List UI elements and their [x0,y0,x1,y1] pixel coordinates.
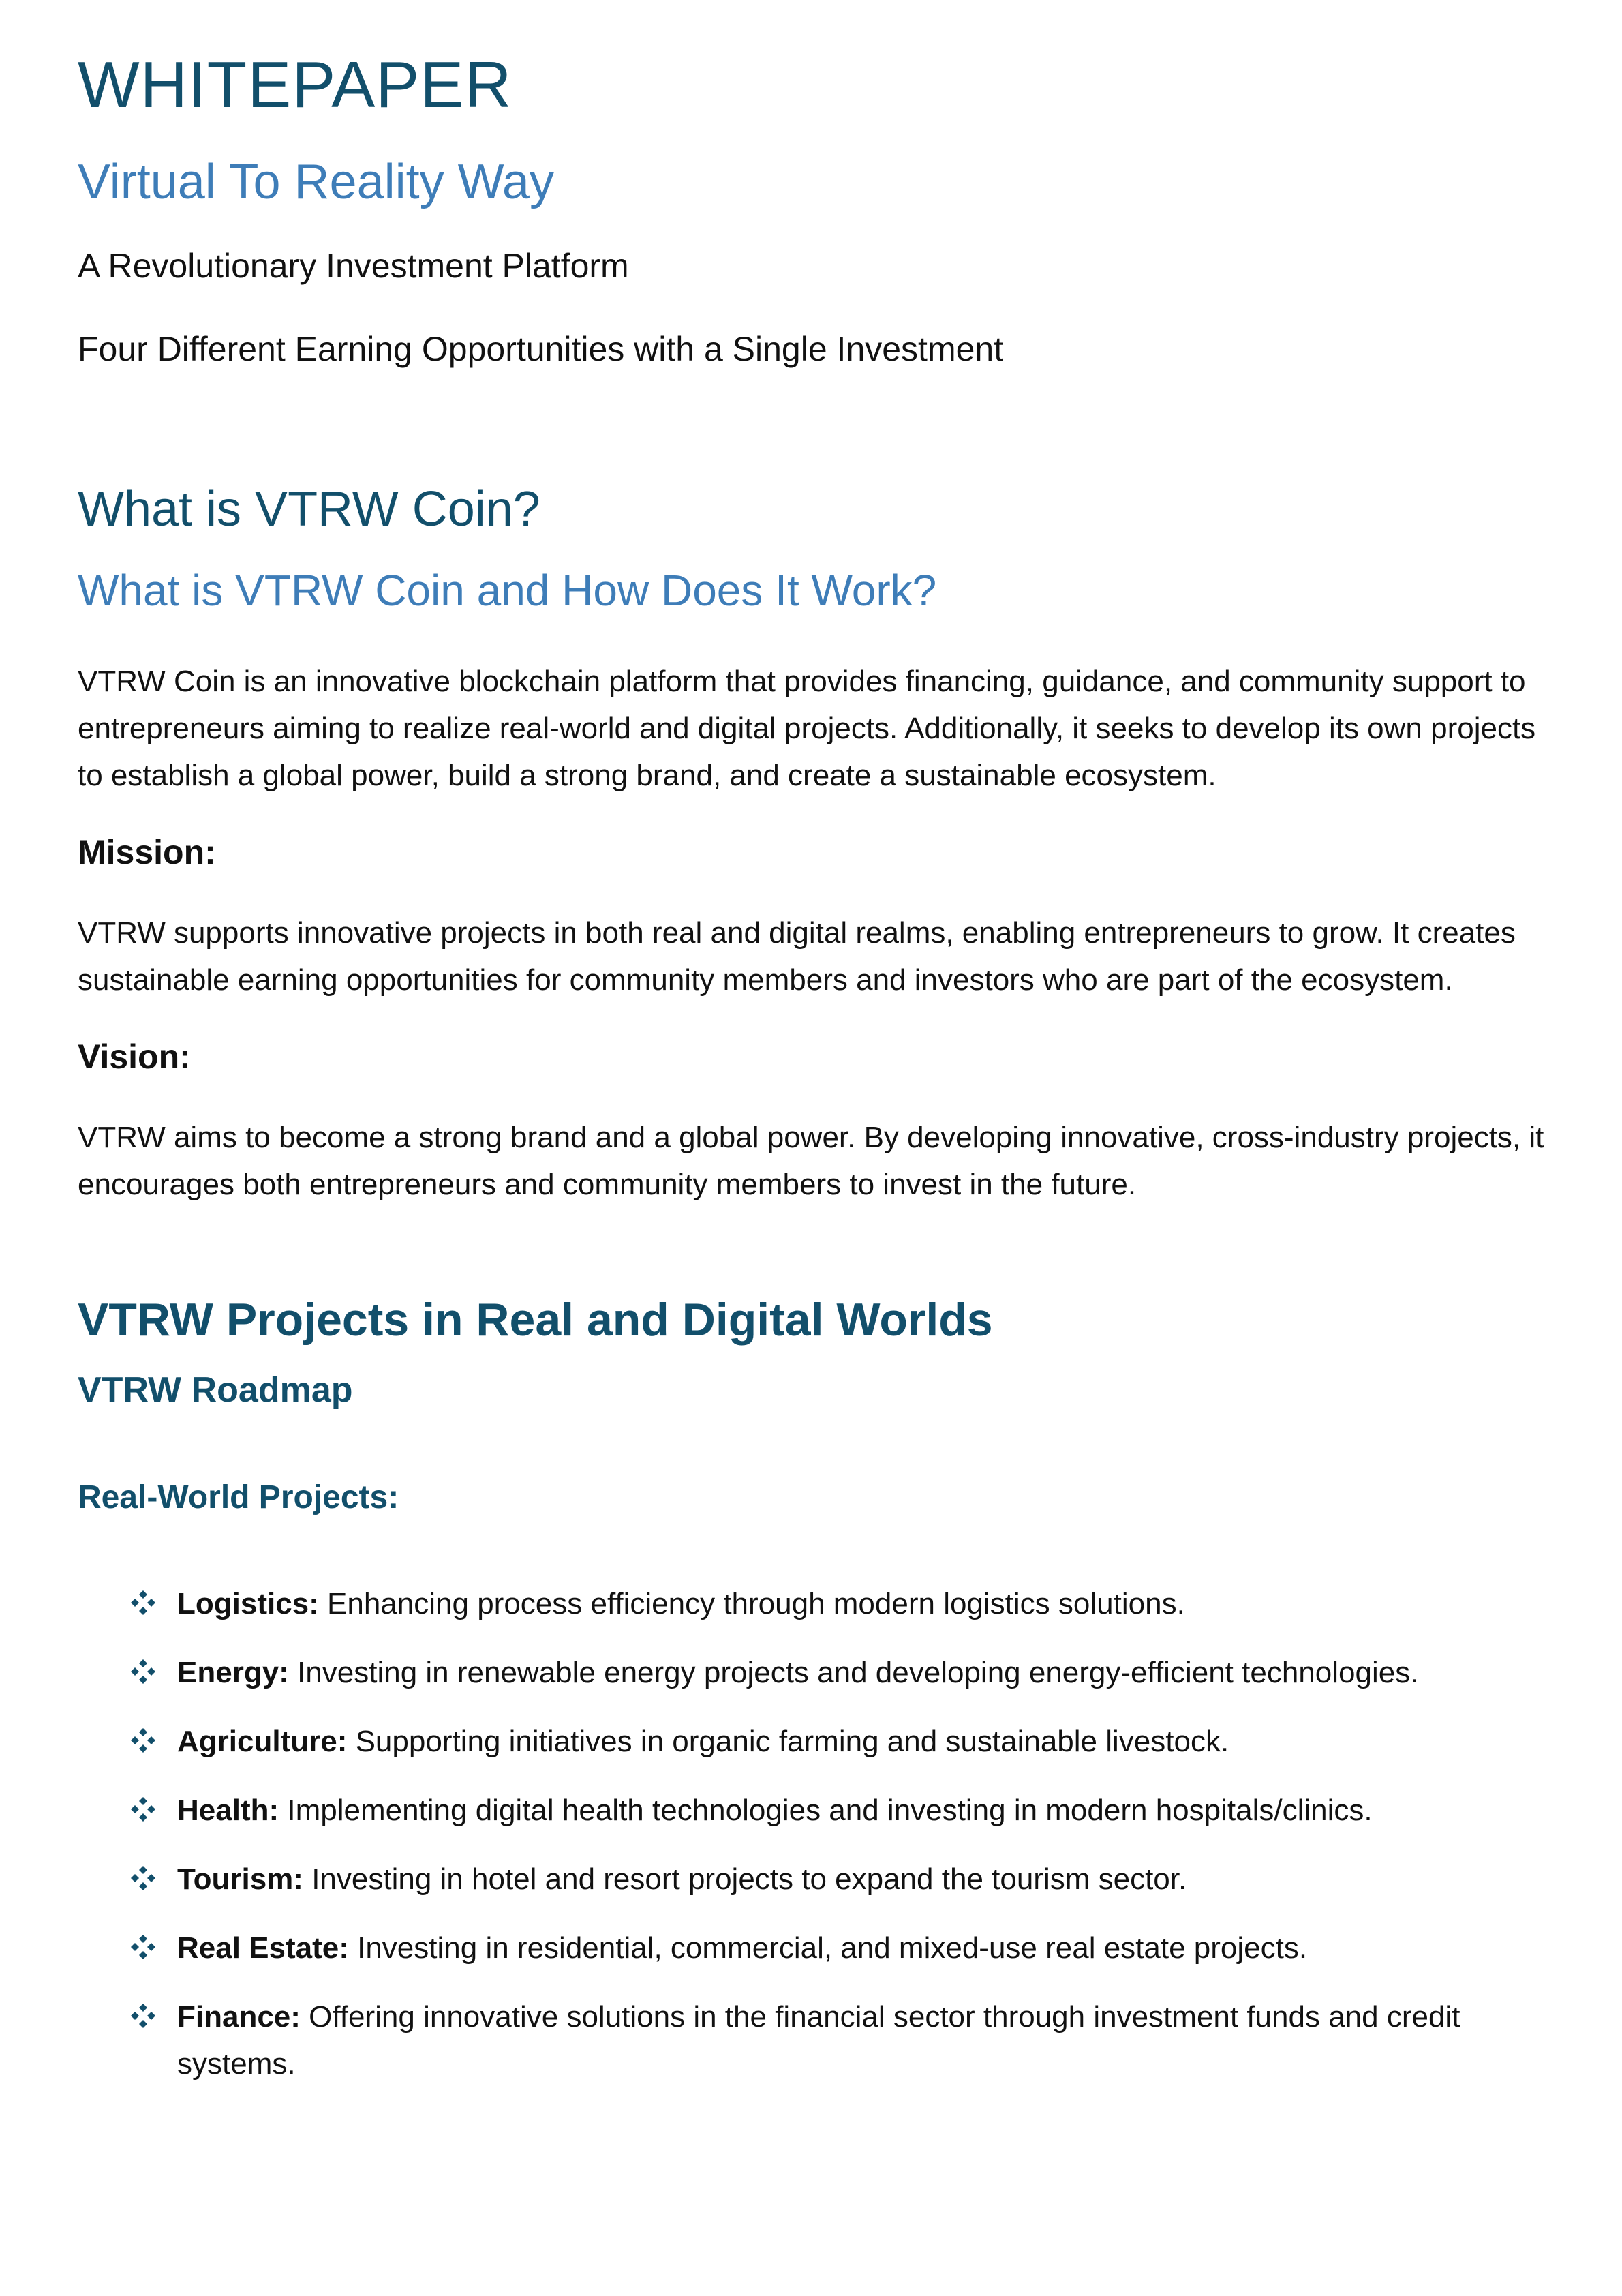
tagline: A Revolutionary Investment Platform [78,246,629,285]
tagline: Four Different Earning Opportunities with a Single Investment [78,330,1004,369]
list-item-term: Health: [177,1793,279,1827]
list-item-term: Finance: [177,1999,301,2034]
diamond-bullet-icon [129,1787,159,1834]
diamond-bullet-icon [129,1993,159,2040]
diamond-bullet-icon [129,1580,159,1627]
document-subtitle: Virtual To Reality Way [78,155,554,210]
list-item-text: Investing in renewable energy projects and developing energy-efficient technologies. [288,1655,1419,1689]
diamond-bullet-icon [129,1718,159,1765]
vision-paragraph: VTRW aims to become a strong brand and a global power. By developing innovative, cross-industry projects, it encourages both entrepreneurs and community members to invest in the future. [78,1120,1544,1201]
diamond-bullet-icon [129,1649,159,1696]
list-item-term: Agriculture: [177,1724,348,1758]
list-item [78,1856,1550,1903]
list-item-text: Investing in hotel and resort projects to expand the tourism sector. [303,1862,1187,1896]
list-item-term: Tourism: [177,1862,303,1896]
list-item-text: Implementing digital health technologies and investing in modern hospitals/clinics. [279,1793,1373,1827]
document-body [78,48,1550,2109]
list-item-text: Enhancing process efficiency through modern logistics solutions. [318,1586,1185,1620]
list-item [78,1787,1550,1834]
list-item-term: Energy: [177,1655,289,1689]
list-item [78,1993,1550,2087]
section-subheading-how-it-works: What is VTRW Coin and How Does It Work? [78,566,937,616]
list-item-text: Supporting initiatives in organic farming and sustainable livestock. [347,1724,1229,1758]
real-world-projects-list [78,1580,1550,2087]
section-subheading-roadmap: VTRW Roadmap [78,1370,353,1410]
list-item [78,1580,1550,1627]
list-item-text: Offering innovative solutions in the financial sector through investment funds and credit systems. [177,1999,1460,2081]
section-heading-projects: VTRW Projects in Real and Digital Worlds [78,1293,993,1346]
list-item [78,1924,1550,1972]
section-heading-what-is-vtrw: What is VTRW Coin? [78,481,540,537]
list-item [78,1718,1550,1765]
list-item-term: Real Estate: [177,1931,349,1965]
mission-label: Mission: [78,832,216,871]
document-title: WHITEPAPER [78,48,512,121]
real-world-projects-heading: Real-World Projects: [78,1479,399,1515]
mission-paragraph: VTRW supports innovative projects in both real and digital realms, enabling entrepreneurs to grow. It creates sustainable earning opportunities for community members and investors who are part of the ecosystem. [78,916,1516,997]
diamond-bullet-icon [129,1856,159,1903]
intro-paragraph: VTRW Coin is an innovative blockchain platform that provides financing, guidance, and community support to entrepreneurs aiming to realize real-world and digital projects. Additionally, it seeks to develop its own projects to establish a global power, build a strong brand, and create a sustainable ecosystem. [78,664,1536,792]
list-item [78,1649,1550,1696]
list-item-term: Logistics: [177,1586,319,1620]
vision-label: Vision: [78,1037,191,1076]
diamond-bullet-icon [129,1924,159,1972]
list-item-text: Investing in residential, commercial, and mixed-use real estate projects. [348,1931,1308,1965]
